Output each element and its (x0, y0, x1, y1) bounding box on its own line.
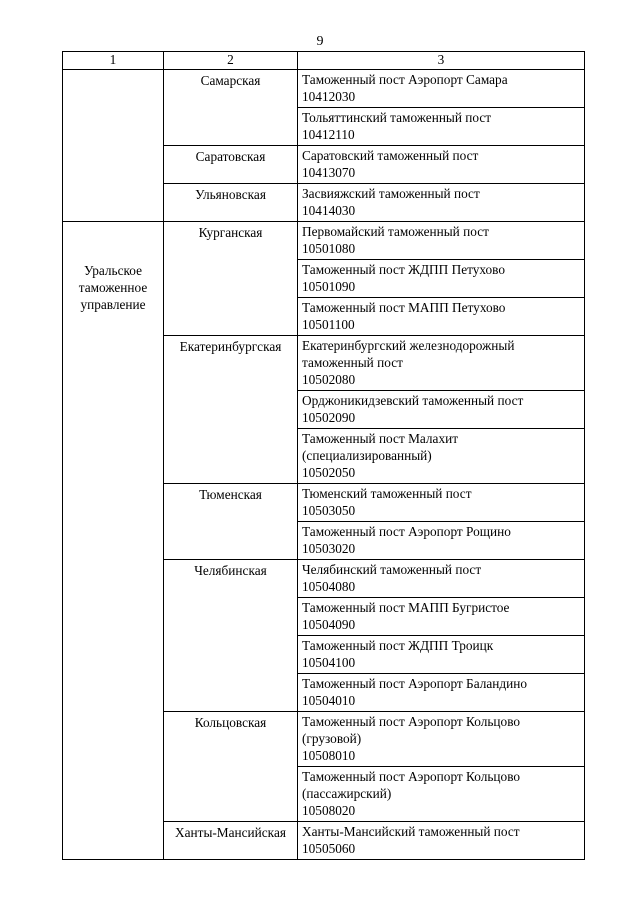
post-name-line: (специализированный) (302, 448, 432, 463)
region-cell (164, 336, 298, 484)
post-name-line: Челябинский таможенный пост (302, 562, 482, 577)
customs-post-cell (298, 674, 585, 712)
customs-post-cell (298, 522, 585, 560)
post-code: 10502050 (302, 465, 356, 480)
post-name-line: Екатеринбургский железнодорожный (302, 338, 515, 353)
post-name-line: Таможенный пост Аэропорт Кольцово (302, 769, 521, 784)
region-name: Саратовская (195, 149, 266, 164)
post-code: 10504100 (302, 655, 356, 670)
post-name-line: Таможенный пост МАПП Бугристое (302, 600, 510, 615)
post-name-line: Первомайский таможенный пост (302, 224, 489, 239)
post-code: 10508010 (302, 748, 356, 763)
customs-post-cell (298, 222, 585, 260)
post-code: 10503050 (302, 503, 356, 518)
header-col-1: 1 (63, 52, 164, 70)
region-name: Тюменская (199, 487, 262, 502)
post-code: 10502090 (302, 410, 356, 425)
customs-post-cell (298, 108, 585, 146)
customs-post-cell (298, 822, 585, 860)
customs-post-cell (298, 184, 585, 222)
page-number: 9 (316, 34, 324, 49)
region-name: Самарская (200, 73, 261, 88)
region-cell (164, 484, 298, 560)
region-cell (164, 712, 298, 822)
customs-post-cell (298, 70, 585, 108)
customs-post-cell (298, 560, 585, 598)
customs-post-cell (298, 260, 585, 298)
post-code: 10505060 (302, 841, 356, 856)
header-col-3: 3 (298, 52, 585, 70)
region-name: Ханты-Мансийская (175, 825, 286, 840)
region-cell (164, 822, 298, 860)
administration-cell-empty (63, 70, 164, 222)
customs-post-cell (298, 146, 585, 184)
region-name: Екатеринбургская (179, 339, 282, 354)
post-name-line: Таможенный пост Аэропорт Самара (302, 72, 508, 87)
post-name-line: Саратовский таможенный пост (302, 148, 479, 163)
post-name-line: Таможенный пост Аэропорт Баландино (302, 676, 528, 691)
region-name: Ульяновская (195, 187, 266, 202)
post-name-line: (пассажирский) (302, 786, 392, 801)
post-code: 10504090 (302, 617, 356, 632)
post-name-line: Засвияжский таможенный пост (302, 186, 480, 201)
region-cell (164, 70, 298, 146)
customs-post-cell (298, 598, 585, 636)
customs-posts-table (62, 51, 585, 860)
post-name-line: Таможенный пост Аэропорт Кольцово (302, 714, 521, 729)
region-cell (164, 560, 298, 712)
post-name-line: Таможенный пост Аэропорт Рощино (302, 524, 511, 539)
table-row (63, 70, 585, 108)
post-code: 10501080 (302, 241, 356, 256)
customs-post-cell (298, 767, 585, 822)
customs-post-cell (298, 391, 585, 429)
table-row (63, 222, 585, 260)
post-name-line: Таможенный пост ЖДПП Петухово (302, 262, 506, 277)
post-name-line: Тольяттинский таможенный пост (302, 110, 492, 125)
administration-cell (63, 222, 164, 860)
post-code: 10504080 (302, 579, 356, 594)
post-name-line: (грузовой) (302, 731, 362, 746)
region-name: Курганская (198, 225, 263, 240)
post-code: 10501090 (302, 279, 356, 294)
customs-post-cell (298, 636, 585, 674)
customs-post-cell (298, 429, 585, 484)
customs-post-cell (298, 484, 585, 522)
post-code: 10504010 (302, 693, 356, 708)
post-code: 10502080 (302, 372, 356, 387)
post-code: 10412110 (302, 127, 355, 142)
post-code: 10501100 (302, 317, 355, 332)
region-name: Челябинская (194, 563, 267, 578)
region-cell (164, 184, 298, 222)
post-code: 10413070 (302, 165, 356, 180)
customs-post-cell (298, 298, 585, 336)
region-cell (164, 222, 298, 336)
header-col-2: 2 (164, 52, 298, 70)
post-code: 10508020 (302, 803, 356, 818)
post-name-line: Тюменский таможенный пост (302, 486, 472, 501)
administration-name-line: таможенное (78, 280, 148, 295)
table-header-row (63, 52, 585, 70)
post-code: 10412030 (302, 89, 356, 104)
post-code: 10503020 (302, 541, 356, 556)
administration-name-line: управление (80, 297, 146, 312)
region-name: Кольцовская (194, 715, 267, 730)
post-name-line: Орджоникидзевский таможенный пост (302, 393, 524, 408)
post-name-line: Таможенный пост МАПП Петухово (302, 300, 506, 315)
post-name-line: Таможенный пост Малахит (302, 431, 459, 446)
post-name-line: Ханты-Мансийский таможенный пост (302, 824, 520, 839)
customs-post-cell (298, 336, 585, 391)
post-name-line: Таможенный пост ЖДПП Троицк (302, 638, 494, 653)
post-code: 10414030 (302, 203, 356, 218)
post-name-line: таможенный пост (302, 355, 403, 370)
region-cell (164, 146, 298, 184)
administration-name-line: Уральское (83, 263, 142, 278)
customs-post-cell (298, 712, 585, 767)
